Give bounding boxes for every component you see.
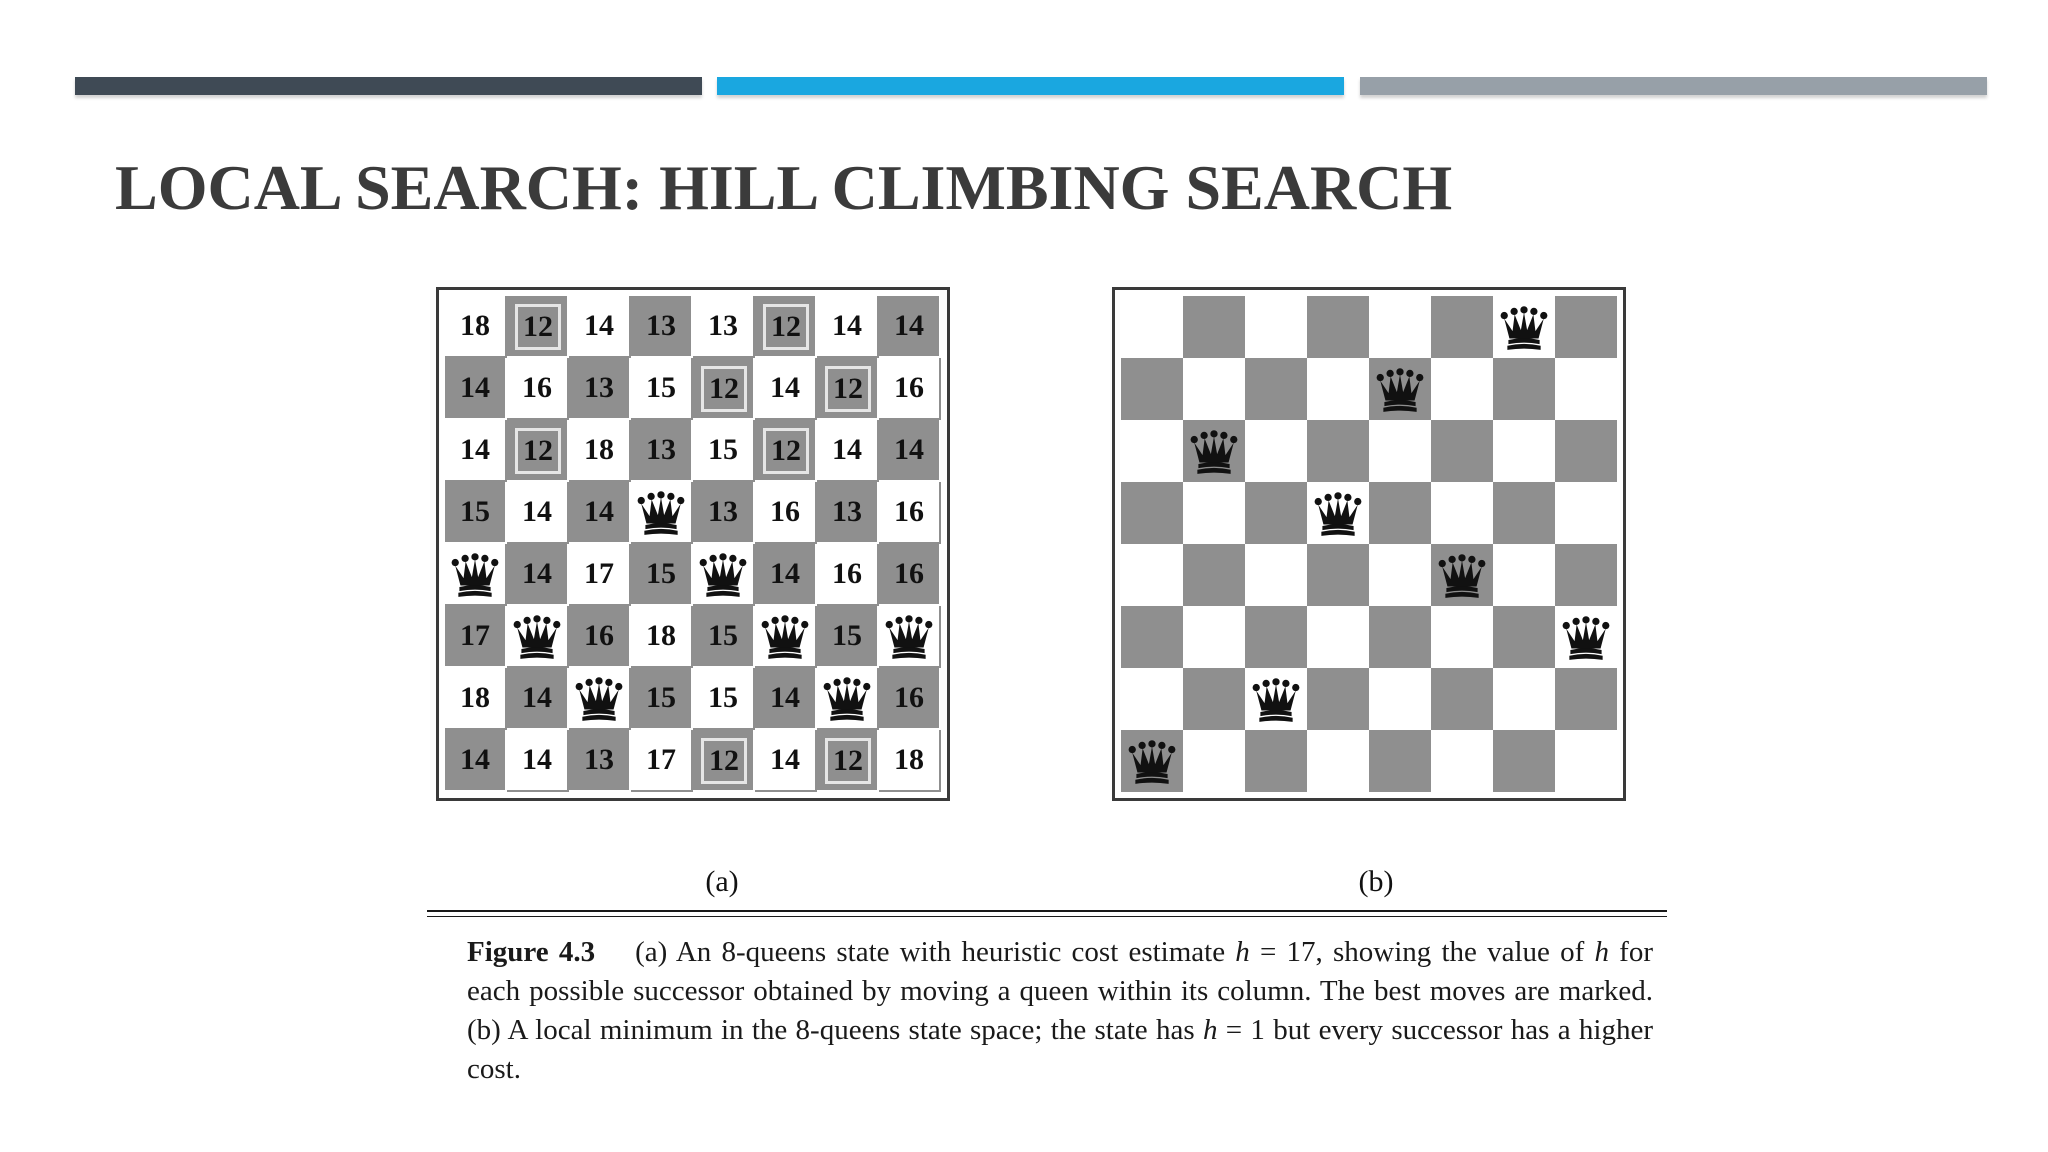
board-b-square [1431,730,1493,792]
best-move-marker [825,738,871,784]
board-b-square [1431,482,1493,544]
board-b-square [1369,482,1431,544]
board-b-square [1307,420,1369,482]
board-a-value-square [631,606,693,668]
board-a-value-square [817,544,879,606]
board-b-square [1369,606,1431,668]
board-a-value-square [507,358,569,420]
cell-heuristic-value: 16 [770,495,800,528]
cell-heuristic-value: 14 [770,371,800,404]
cell-heuristic-value: 16 [894,557,924,590]
board-b-square [1555,296,1617,358]
caption-label: Figure 4.3 [467,936,596,968]
chess-queen-icon [1188,425,1240,477]
board-a-value-square [755,482,817,544]
board-a-value-square [631,420,693,482]
cell-heuristic-value: 18 [584,433,614,466]
board-b-queen-square [1121,730,1183,792]
chess-queen-icon [573,672,625,724]
chess-queen-icon [759,610,811,662]
board-b-square [1493,420,1555,482]
chess-queen-icon [821,672,873,724]
chess-queen-icon [635,486,687,538]
board-b-grid [1121,296,1617,792]
board-b-square [1555,544,1617,606]
best-move-marker [701,738,747,784]
board-b-square [1369,668,1431,730]
board-a-value-square [755,668,817,730]
cell-heuristic-value: 14 [894,309,924,342]
best-move-marker [763,304,809,350]
board-b-queen-square [1555,606,1617,668]
cell-heuristic-value: 17 [460,619,490,652]
board-a-value-square [693,420,755,482]
board-a-value-square [693,606,755,668]
cell-heuristic-value: 18 [460,681,490,714]
board-a-value-square [817,482,879,544]
board-a-heuristic-values [436,287,950,801]
board-a-value-square [631,668,693,730]
board-a-value-square [507,668,569,730]
board-a-value-square [569,296,631,358]
cell-heuristic-value: 12 [709,372,739,405]
cell-heuristic-value: 14 [460,433,490,466]
board-b-square [1121,358,1183,420]
cell-heuristic-value: 14 [522,681,552,714]
board-a-value-square [569,358,631,420]
board-a-value-square [631,544,693,606]
chess-queen-icon [1498,301,1550,353]
board-b-square [1245,296,1307,358]
chess-queen-icon [1250,673,1302,725]
board-a-best-move-square [507,420,569,482]
board-a-value-square [755,730,817,792]
board-b-square [1369,420,1431,482]
board-a-value-square [755,358,817,420]
board-a-best-move-square [693,730,755,792]
cell-heuristic-value: 12 [709,744,739,777]
board-b-square [1369,296,1431,358]
board-b-queen-square [1431,544,1493,606]
board-b-square [1183,358,1245,420]
caption-text-2: = 17, showing the value of [1249,936,1595,968]
board-a-best-move-square [693,358,755,420]
board-a-best-move-square [755,420,817,482]
board-b-square [1245,420,1307,482]
board-b-square [1245,358,1307,420]
board-a-value-square [507,544,569,606]
board-a-value-square [693,296,755,358]
chess-queen-icon [1126,735,1178,787]
board-a-queen-square [693,544,755,606]
board-a-queen-square [755,606,817,668]
cell-heuristic-value: 15 [646,557,676,590]
best-move-marker [515,428,561,474]
board-b-square [1493,358,1555,420]
board-a-value-square [631,296,693,358]
board-a-value-square [879,420,941,482]
cell-heuristic-value: 18 [460,309,490,342]
board-a-value-square [693,482,755,544]
header-bar-gray [1360,77,1987,95]
board-b-square [1307,668,1369,730]
board-b-square [1307,606,1369,668]
cell-heuristic-value: 16 [894,371,924,404]
board-b-square [1183,668,1245,730]
board-a-value-square [569,606,631,668]
board-b-local-minimum [1112,287,1626,801]
board-b-square [1555,420,1617,482]
board-b-square [1245,606,1307,668]
cell-heuristic-value: 13 [646,433,676,466]
board-a-queen-square [879,606,941,668]
chess-queen-icon [449,548,501,600]
cell-heuristic-value: 15 [646,681,676,714]
board-a-value-square [569,482,631,544]
caption-top-rule [427,910,1667,912]
board-b-square [1369,544,1431,606]
board-b-square [1183,606,1245,668]
caption-text-4: = 1 but every successor has a higher cost. [467,1014,1654,1085]
cell-heuristic-value: 13 [646,309,676,342]
board-a-queen-square [631,482,693,544]
board-b-square [1121,482,1183,544]
board-b-queen-square [1307,482,1369,544]
cell-heuristic-value: 14 [584,495,614,528]
board-a-queen-square [445,544,507,606]
chess-queen-icon [511,610,563,662]
board-a-best-move-square [817,730,879,792]
board-b-square [1183,730,1245,792]
cell-heuristic-value: 13 [708,309,738,342]
board-b-square [1493,668,1555,730]
cell-heuristic-value: 13 [584,743,614,776]
header-bar-blue [717,77,1344,95]
board-a-value-square [445,606,507,668]
cell-heuristic-value: 18 [646,619,676,652]
board-a-value-square [445,668,507,730]
board-b-square [1431,296,1493,358]
cell-heuristic-value: 18 [894,743,924,776]
board-a-value-square [507,482,569,544]
chess-queen-icon [1560,611,1612,663]
board-b-square [1245,482,1307,544]
board-a-value-square [631,730,693,792]
board-a-value-square [445,420,507,482]
board-b-square [1493,544,1555,606]
board-b-queen-square [1245,668,1307,730]
board-a-value-square [879,668,941,730]
cell-heuristic-value: 15 [708,619,738,652]
board-a-queen-square [507,606,569,668]
cell-heuristic-value: 16 [894,681,924,714]
board-b-square [1183,482,1245,544]
chess-queen-icon [1312,487,1364,539]
board-b-square [1307,358,1369,420]
board-b-square [1431,668,1493,730]
cell-heuristic-value: 14 [584,309,614,342]
board-a-grid [445,296,941,792]
cell-heuristic-value: 14 [894,433,924,466]
board-b-square [1121,420,1183,482]
board-b-square [1121,544,1183,606]
board-a-value-square [445,296,507,358]
board-a-value-square [693,668,755,730]
caption-h-symbol: h [1235,936,1250,968]
board-b-square [1307,296,1369,358]
cell-heuristic-value: 12 [523,434,553,467]
cell-heuristic-value: 15 [832,619,862,652]
board-a-value-square [445,730,507,792]
cell-heuristic-value: 14 [522,743,552,776]
cell-heuristic-value: 14 [460,371,490,404]
board-a-value-square [569,544,631,606]
board-b-square [1183,544,1245,606]
board-b-square [1121,296,1183,358]
board-b-square [1493,606,1555,668]
board-a-value-square [755,544,817,606]
board-b-square [1431,420,1493,482]
cell-heuristic-value: 14 [522,495,552,528]
board-b-square [1431,606,1493,668]
best-move-marker [701,366,747,412]
board-b-queen-square [1369,358,1431,420]
board-a-value-square [879,296,941,358]
slide-title: LOCAL SEARCH: HILL CLIMBING SEARCH [115,152,1453,223]
cell-heuristic-value: 13 [584,371,614,404]
cell-heuristic-value: 13 [832,495,862,528]
board-a-value-square [879,544,941,606]
cell-heuristic-value: 17 [646,743,676,776]
cell-heuristic-value: 17 [584,557,614,590]
best-move-marker [515,304,561,350]
board-b-square [1245,544,1307,606]
board-b-queen-square [1183,420,1245,482]
caption-text-3: for each possible successor obtained by moving a queen within its column. The best moves are marked. (b) A local minimum in the 8-queens state space; the state has [467,936,1653,1046]
board-b-square [1555,730,1617,792]
cell-heuristic-value: 15 [460,495,490,528]
cell-heuristic-value: 14 [832,309,862,342]
board-b-square [1307,544,1369,606]
cell-heuristic-value: 16 [522,371,552,404]
board-a-value-square [445,358,507,420]
cell-heuristic-value: 12 [771,310,801,343]
caption-h-symbol: h [1594,936,1609,968]
board-a-value-square [507,730,569,792]
cell-heuristic-value: 16 [894,495,924,528]
caption-text-1: (a) An 8-queens state with heuristic cost estimate [635,936,1236,968]
chess-queen-icon [1436,549,1488,601]
board-b-square [1493,482,1555,544]
cell-heuristic-value: 14 [522,557,552,590]
cell-heuristic-value: 15 [646,371,676,404]
cell-heuristic-value: 16 [584,619,614,652]
caption-top-rule-thin [427,916,1667,917]
board-b-square [1369,730,1431,792]
chess-queen-icon [697,548,749,600]
board-a-value-square [631,358,693,420]
board-a-best-move-square [817,358,879,420]
cell-heuristic-value: 14 [770,681,800,714]
board-a-label: (a) [705,865,739,898]
cell-heuristic-value: 12 [833,744,863,777]
best-move-marker [825,366,871,412]
board-b-square [1183,296,1245,358]
board-b-square [1121,668,1183,730]
board-b-label: (b) [1358,865,1394,898]
board-b-square [1555,358,1617,420]
board-b-queen-square [1493,296,1555,358]
cell-heuristic-value: 16 [832,557,862,590]
caption-h-symbol: h [1202,1014,1218,1046]
board-a-value-square [879,730,941,792]
board-a-best-move-square [755,296,817,358]
board-a-value-square [879,482,941,544]
board-a-queen-square [817,668,879,730]
board-a-value-square [817,296,879,358]
board-b-square [1245,730,1307,792]
best-move-marker [763,428,809,474]
board-a-queen-square [569,668,631,730]
board-a-value-square [817,606,879,668]
cell-heuristic-value: 13 [708,495,738,528]
board-b-square [1555,668,1617,730]
board-b-square [1121,606,1183,668]
cell-heuristic-value: 15 [708,681,738,714]
cell-heuristic-value: 14 [460,743,490,776]
board-a-value-square [817,420,879,482]
board-a-value-square [445,482,507,544]
board-b-square [1555,482,1617,544]
cell-heuristic-value: 14 [832,433,862,466]
board-a-value-square [879,358,941,420]
figure-caption [467,933,1653,1089]
cell-heuristic-value: 15 [708,433,738,466]
cell-heuristic-value: 12 [771,434,801,467]
header-bar-dark [75,77,702,95]
chess-queen-icon [1374,363,1426,415]
cell-heuristic-value: 12 [833,372,863,405]
chess-queen-icon [883,610,935,662]
cell-heuristic-value: 12 [523,310,553,343]
board-a-best-move-square [507,296,569,358]
board-a-value-square [569,730,631,792]
board-b-square [1431,358,1493,420]
board-a-value-square [569,420,631,482]
cell-heuristic-value: 14 [770,557,800,590]
board-b-square [1307,730,1369,792]
board-b-square [1493,730,1555,792]
cell-heuristic-value: 14 [770,743,800,776]
